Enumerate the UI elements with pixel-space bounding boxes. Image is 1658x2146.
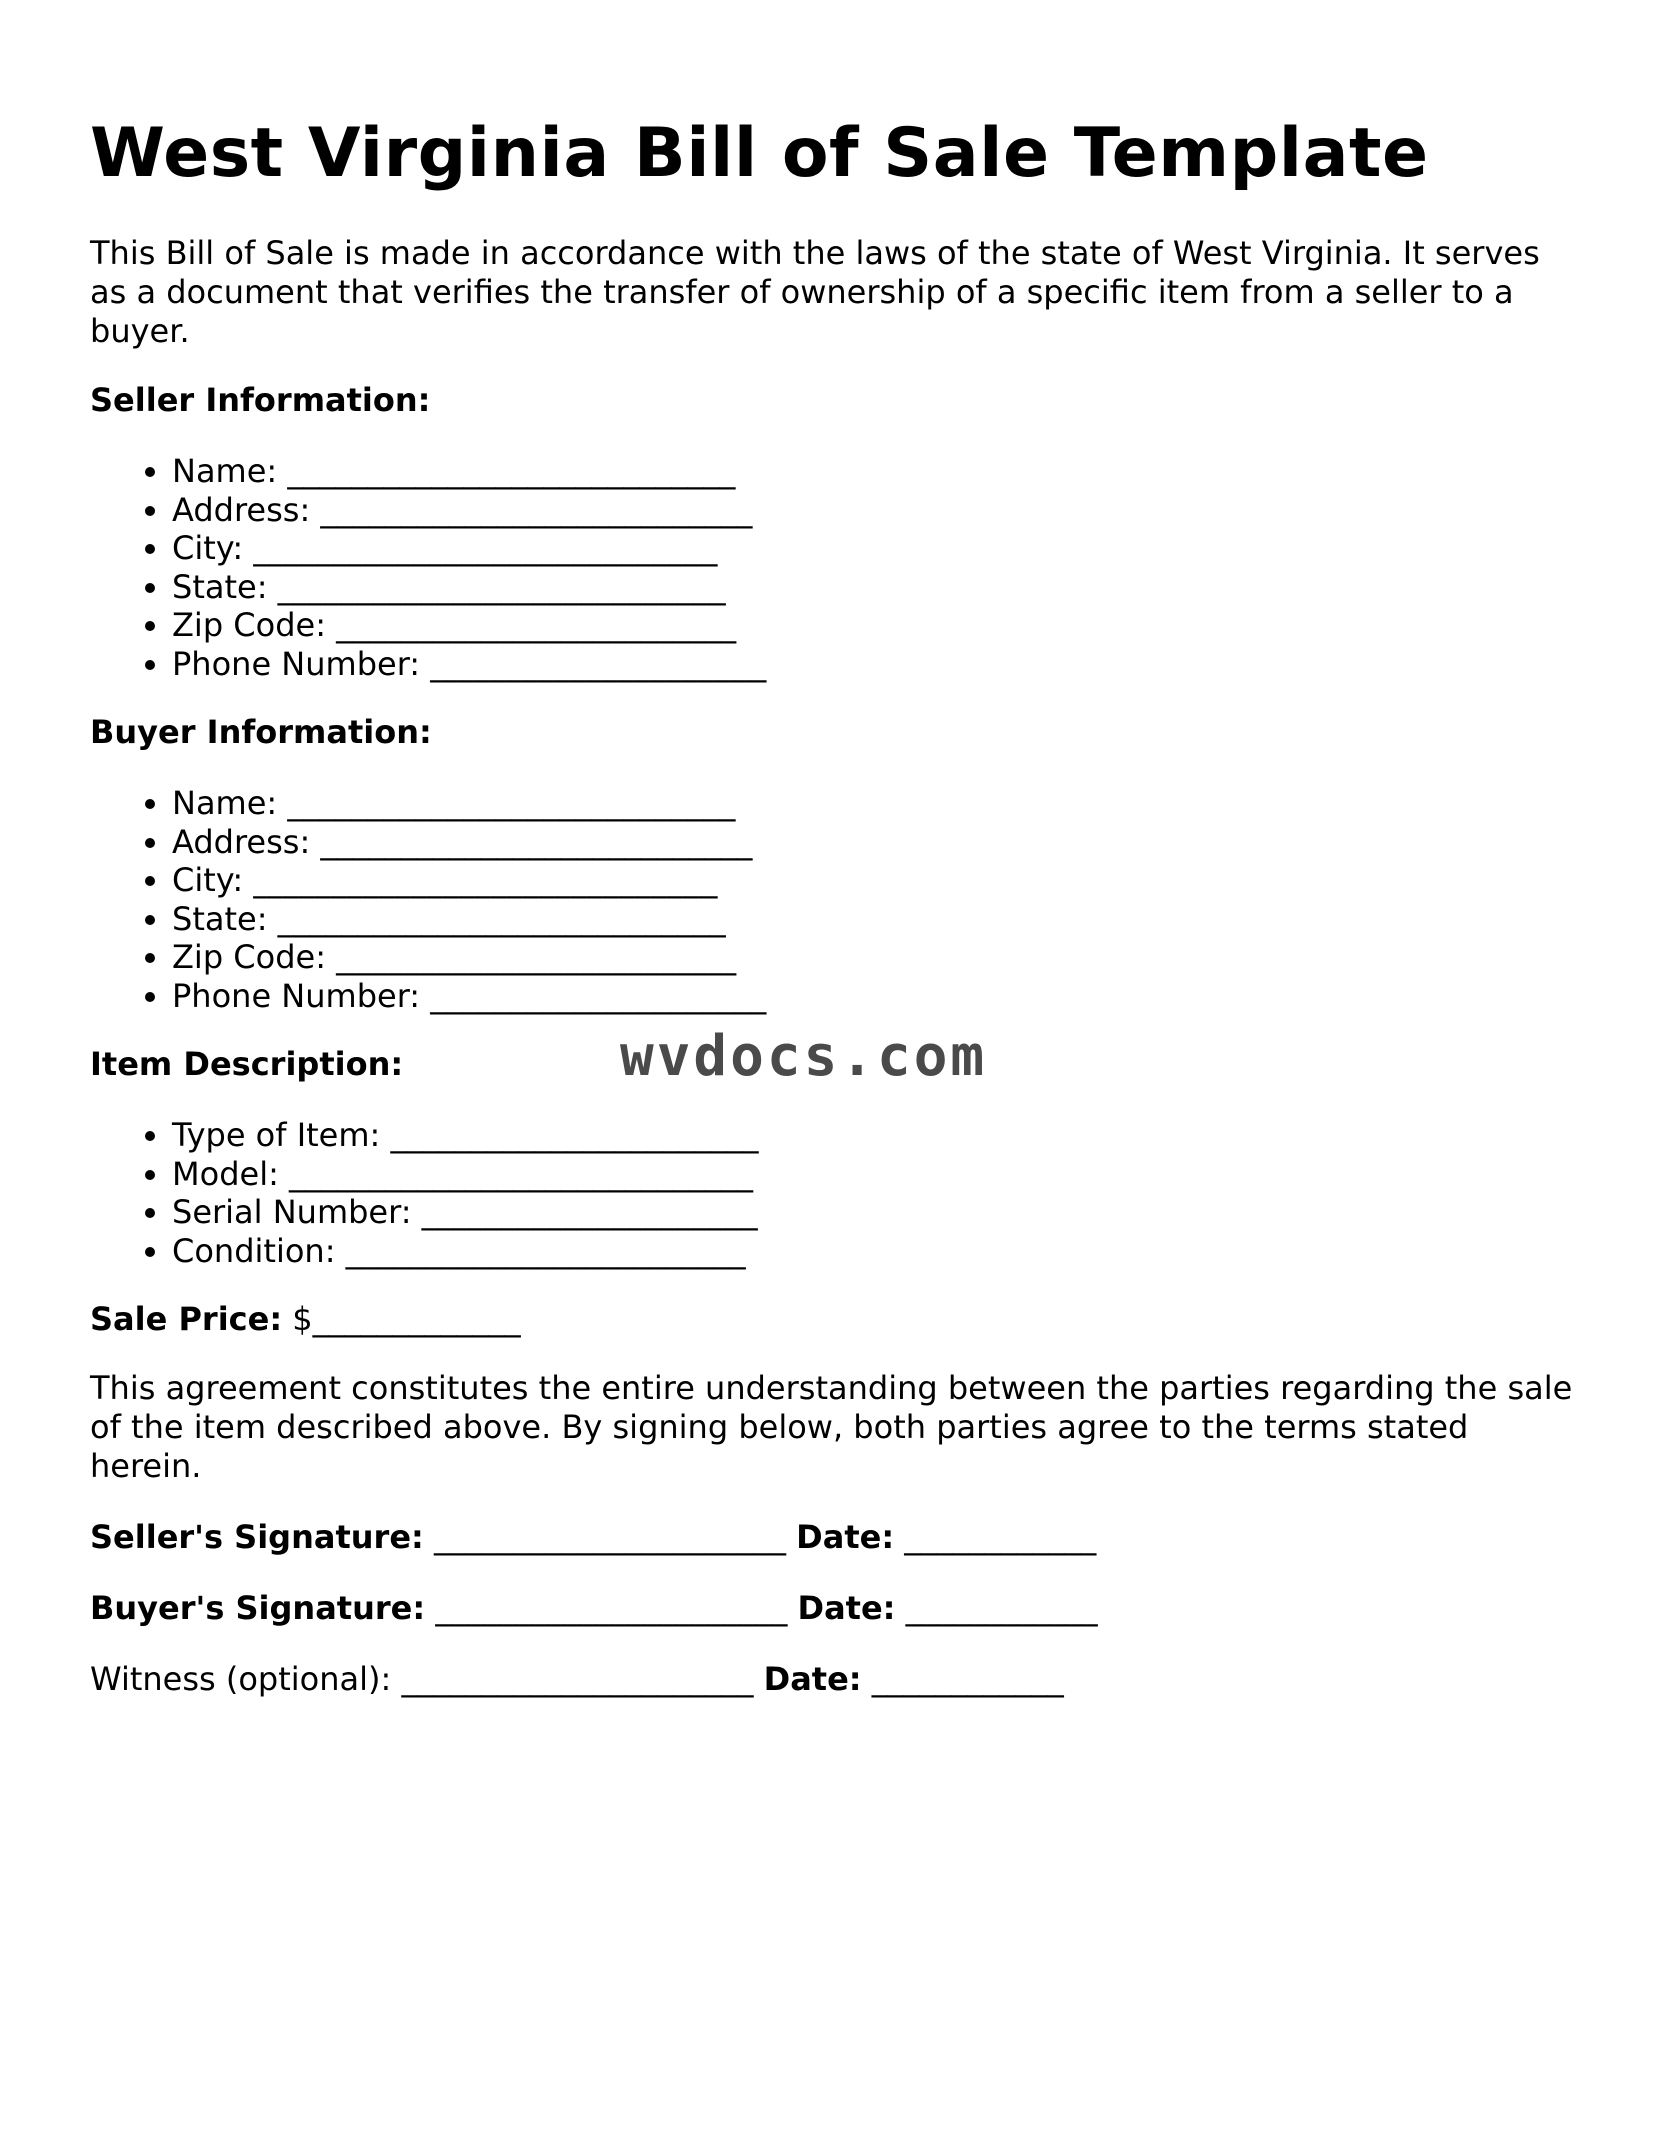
witness-signature-label: Witness (optional): [90,1660,392,1698]
document-page [90,112,1580,1699]
page-title: West Virginia Bill of Sale Template [90,114,1429,193]
seller-name-field[interactable]: • Name: ____________________________ [172,452,1580,491]
witness-date-field[interactable]: ____________ [871,1660,1064,1698]
sale-price-label: Sale Price: [90,1300,283,1338]
seller-address-field[interactable]: • Address: ___________________________ [172,491,1580,530]
seller-date-label: Date: [796,1518,895,1556]
item-heading: Item Description: [90,1045,404,1083]
seller-signature-row [90,1518,1580,1557]
item-condition-field[interactable]: • Condition: _________________________ [172,1232,1580,1271]
buyer-signature-field[interactable]: ______________________ [435,1589,788,1627]
item-heading-row [90,1024,1580,1089]
watermark: wvdocs.com [620,1024,988,1089]
witness-signature-row [90,1660,1580,1699]
buyer-heading: Buyer Information: [90,713,432,751]
buyer-city-field[interactable]: • City: _____________________________ [172,861,1580,900]
seller-date-field[interactable]: ____________ [904,1518,1097,1556]
closing-paragraph: This agreement constitutes the entire understanding between the parties regarding the sale of the item described above. By signing below, both parties agree to the terms stated herein. [90,1369,1573,1485]
sale-price-row [90,1300,1580,1339]
seller-zip-field[interactable]: • Zip Code: _________________________ [172,606,1580,645]
buyer-signature-label: Buyer's Signature: [90,1589,426,1627]
item-field-list [90,1116,1580,1270]
buyer-date-field[interactable]: ____________ [905,1589,1098,1627]
seller-state-field[interactable]: • State: ____________________________ [172,568,1580,607]
seller-city-field[interactable]: • City: _____________________________ [172,529,1580,568]
buyer-signature-row [90,1589,1580,1628]
seller-signature-label: Seller's Signature: [90,1518,424,1556]
item-model-field[interactable]: • Model: _____________________________ [172,1155,1580,1194]
buyer-phone-field[interactable]: • Phone Number: _____________________ [172,977,1580,1016]
buyer-field-list [90,784,1580,1015]
seller-signature-field[interactable]: ______________________ [433,1518,786,1556]
item-type-field[interactable]: • Type of Item: _______________________ [172,1116,1580,1155]
sale-price-field[interactable]: $_____________ [292,1300,521,1338]
buyer-zip-field[interactable]: • Zip Code: _________________________ [172,938,1580,977]
buyer-date-label: Date: [797,1589,896,1627]
witness-signature-field[interactable]: ______________________ [401,1660,754,1698]
buyer-address-field[interactable]: • Address: ___________________________ [172,823,1580,862]
item-serial-field[interactable]: • Serial Number: _____________________ [172,1193,1580,1232]
seller-phone-field[interactable]: • Phone Number: _____________________ [172,645,1580,684]
witness-date-label: Date: [763,1660,862,1698]
seller-heading: Seller Information: [90,381,431,419]
buyer-state-field[interactable]: • State: ____________________________ [172,900,1580,939]
seller-field-list [90,452,1580,683]
buyer-name-field[interactable]: • Name: ____________________________ [172,784,1580,823]
intro-paragraph: This Bill of Sale is made in accordance with the laws of the state of West Virginia. It serves as a document that verifies the transfer of ownership of a specific item from a seller to a buyer. [90,234,1540,350]
